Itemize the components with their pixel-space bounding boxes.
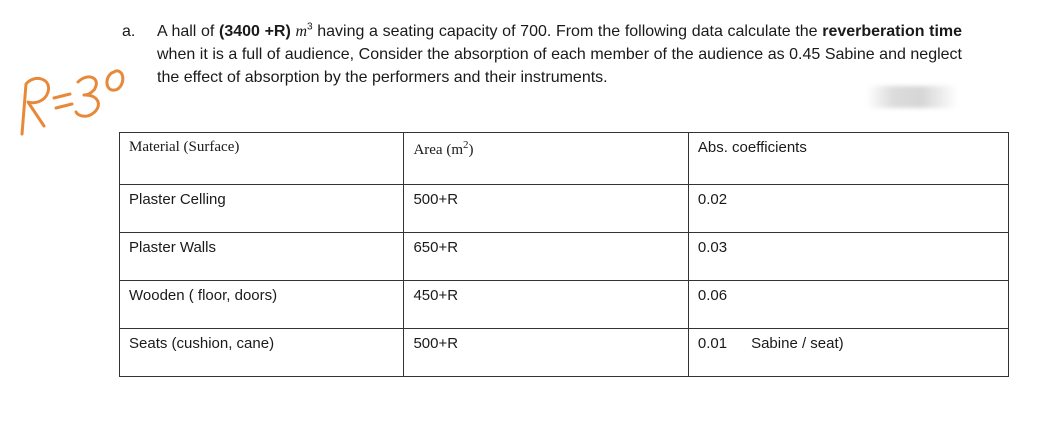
cell-material: Plaster Celling	[120, 185, 404, 233]
cell-area: 450+R	[404, 281, 688, 329]
text-part-1: having a seating capacity of 700. From the following data calculate the	[312, 23, 823, 40]
cell-coefficient	[688, 281, 1008, 329]
header-material: Material (Surface)	[120, 133, 404, 185]
table-row	[120, 185, 1009, 233]
table-row	[120, 233, 1009, 281]
emphasis-text: reverberation time	[822, 23, 963, 40]
cell-material: Seats (cushion, cane)	[120, 329, 404, 377]
cell-area: 500+R	[404, 329, 688, 377]
cell-material: Plaster Walls	[120, 233, 404, 281]
table-row	[120, 281, 1009, 329]
coefficient-value: 0.06	[697, 287, 728, 304]
volume-unit: m	[295, 23, 308, 40]
scan-smudge	[866, 86, 958, 108]
problem-text	[157, 20, 962, 89]
coefficient-value: 0.03	[697, 239, 728, 256]
text-part-2: when it is a full of audience, Consider the absorption of each member of the audience as 0.45 Sabine and neglect the effect of absorption by the performers and their instruments.	[157, 46, 962, 86]
absorption-table	[119, 132, 1009, 377]
cell-area: 650+R	[404, 233, 688, 281]
coefficient-unit: Sabine / seat)	[751, 335, 844, 352]
handwritten-note	[6, 60, 136, 140]
volume-value: (3400 +R)	[219, 23, 291, 40]
item-marker: a.	[122, 23, 136, 40]
header-area	[404, 133, 688, 185]
header-area-exponent: 2	[463, 139, 469, 151]
cell-coefficient	[688, 329, 1008, 377]
header-area-close: )	[468, 142, 474, 158]
intro-text: A hall of	[157, 23, 219, 40]
header-coefficient: Abs. coefficients	[688, 133, 1008, 185]
cell-coefficient	[688, 233, 1008, 281]
problem-statement	[122, 20, 962, 89]
cell-material: Wooden ( floor, doors)	[120, 281, 404, 329]
volume-exponent: 3	[307, 21, 313, 33]
cell-coefficient	[688, 185, 1008, 233]
header-area-label: Area (m	[413, 142, 463, 158]
table-row	[120, 329, 1009, 377]
coefficient-value: 0.01	[697, 335, 728, 352]
table-header-row	[120, 133, 1009, 185]
cell-area: 500+R	[404, 185, 688, 233]
coefficient-value: 0.02	[697, 191, 728, 208]
